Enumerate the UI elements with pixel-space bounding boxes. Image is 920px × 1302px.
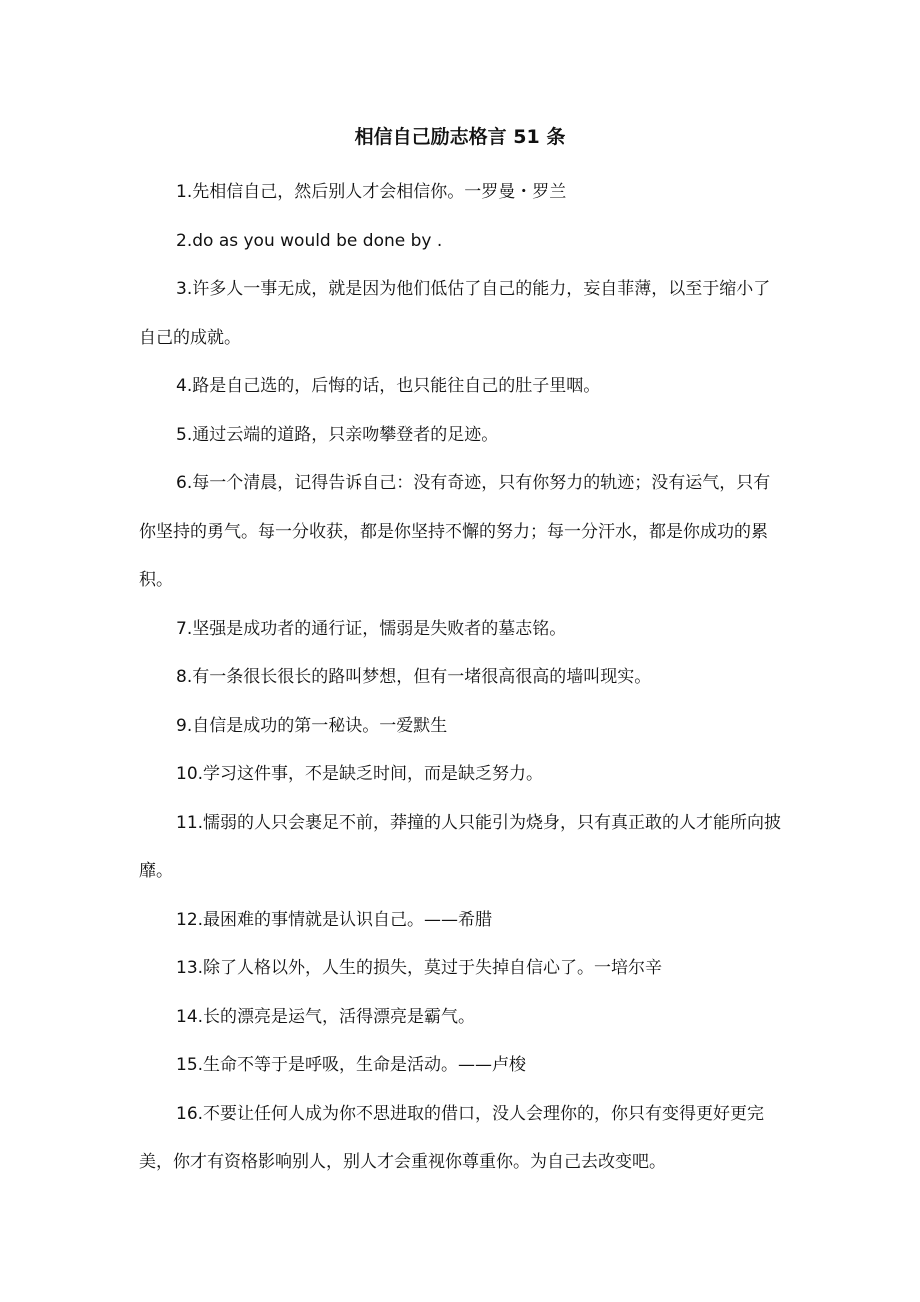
quote-item-5: 5.通过云端的道路，只亲吻攀登者的足迹。 bbox=[176, 424, 499, 445]
quote-item-3: 3.许多人一事无成，就是因为他们低估了自己的能力，妄自菲薄，以至于缩小了自己的成就。 bbox=[139, 279, 771, 348]
quote-item-16: 16.不要让任何人成为你不思进取的借口，没人会理你的，你只有变得更好更完美，你才有资格影响别人，别人才会重视你尊重你。为自己去改变吧。 bbox=[139, 1103, 765, 1172]
quote-list bbox=[139, 168, 787, 1187]
quote-item-12: 12.最困难的事情就是认识自己。——希腊 bbox=[176, 909, 493, 930]
quote-item-1: 1.先相信自己，然后别人才会相信你。一罗曼・罗兰 bbox=[176, 182, 567, 202]
quote-item-15: 15.生命不等于是呼吸，生命是活动。——卢梭 bbox=[176, 1055, 527, 1075]
quote-item-4: 4.路是自己选的，后悔的话，也只能往自己的肚子里咽。 bbox=[176, 376, 601, 396]
quote-item-13: 13.除了人格以外，人生的损失，莫过于失掉自信心了。一培尔辛 bbox=[176, 958, 663, 978]
quote-item-11: 11.懦弱的人只会裹足不前，莽撞的人只能引为烧身，只有真正敢的人才能所向披靡。 bbox=[139, 812, 782, 881]
quote-item-10: 10.学习这件事，不是缺乏时间，而是缺乏努力。 bbox=[176, 764, 544, 784]
quote-item-6: 6.每一个清晨，记得告诉自己：没有奇迹，只有你努力的轨迹；没有运气，只有你坚持的勇气。每一分收获，都是你坚持不懈的努力；每一分汗水，都是你成功的累积。 bbox=[139, 473, 771, 590]
document-title: 相信自己励志格言 51 条 bbox=[354, 126, 566, 148]
quote-item-7: 7.坚强是成功者的通行证，懦弱是失败者的墓志铭。 bbox=[176, 618, 567, 639]
quote-item-2: 2.do as you would be done by . bbox=[176, 230, 443, 251]
quote-item-14: 14.长的漂亮是运气，活得漂亮是霸气。 bbox=[176, 1006, 476, 1027]
quote-item-8: 8.有一条很长很长的路叫梦想，但有一堵很高很高的墙叫现实。 bbox=[176, 667, 652, 687]
quote-item-9: 9.自信是成功的第一秘诀。一爱默生 bbox=[176, 715, 448, 736]
